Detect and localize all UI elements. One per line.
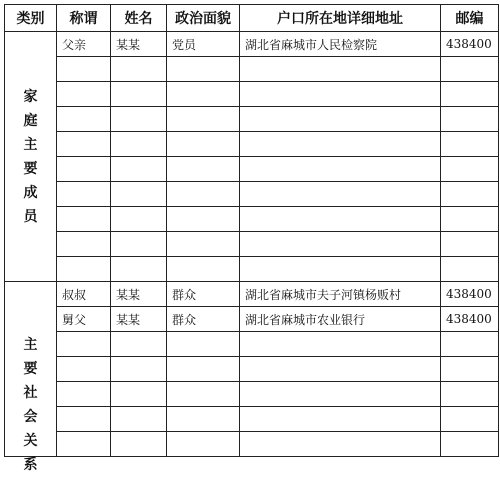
category-cell	[5, 282, 57, 473]
political-status-cell	[167, 132, 240, 157]
postcode-cell	[441, 82, 499, 107]
political-status-cell	[167, 357, 240, 382]
name-cell	[111, 107, 167, 132]
political-status-cell	[167, 332, 240, 357]
address-cell	[240, 432, 441, 457]
relation-cell	[57, 407, 111, 432]
postcode-cell	[441, 332, 499, 357]
table-row	[5, 257, 499, 282]
relation-cell	[57, 82, 111, 107]
relation-cell	[57, 332, 111, 357]
name-cell	[111, 157, 167, 182]
relation-cell: 舅父	[57, 307, 111, 332]
postcode-cell: 438400	[441, 282, 499, 307]
table-row	[5, 132, 499, 157]
relation-cell: 父亲	[57, 32, 111, 57]
address-cell: 湖北省麻城市人民检察院	[240, 32, 441, 57]
name-cell	[111, 332, 167, 357]
header-category: 类别	[5, 5, 57, 32]
postcode-cell	[441, 382, 499, 407]
table-row	[5, 107, 499, 132]
table-row	[5, 182, 499, 207]
name-cell	[111, 182, 167, 207]
table-row	[5, 157, 499, 182]
address-cell: 湖北省麻城市夫子河镇杨贩村	[240, 282, 441, 307]
relation-cell	[57, 207, 111, 232]
name-cell	[111, 232, 167, 257]
postcode-cell: 438400	[441, 307, 499, 332]
postcode-cell	[441, 132, 499, 157]
political-status-cell: 群众	[167, 282, 240, 307]
political-status-cell	[167, 432, 240, 457]
address-cell	[240, 107, 441, 132]
address-cell	[240, 382, 441, 407]
table-row	[5, 357, 499, 382]
table-row	[5, 207, 499, 232]
relation-cell	[57, 182, 111, 207]
category-cell	[5, 32, 57, 282]
name-cell: 某某	[111, 32, 167, 57]
postcode-cell	[441, 407, 499, 432]
address-cell	[240, 182, 441, 207]
postcode-cell	[441, 207, 499, 232]
category-label: 家庭主要成员	[23, 88, 38, 225]
relation-cell	[57, 432, 111, 457]
name-cell	[111, 132, 167, 157]
postcode-cell	[441, 182, 499, 207]
address-cell	[240, 207, 441, 232]
political-status-cell	[167, 232, 240, 257]
political-status-cell	[167, 257, 240, 282]
address-cell	[240, 232, 441, 257]
address-cell	[240, 257, 441, 282]
postcode-cell	[441, 432, 499, 457]
postcode-cell	[441, 357, 499, 382]
relation-cell	[57, 257, 111, 282]
table-row	[5, 32, 499, 57]
relation-cell	[57, 157, 111, 182]
address-cell	[240, 407, 441, 432]
header-political-status: 政治面貌	[167, 5, 240, 32]
table-row	[5, 282, 499, 307]
postcode-cell: 438400	[441, 32, 499, 57]
name-cell	[111, 82, 167, 107]
political-status-cell: 群众	[167, 307, 240, 332]
name-cell	[111, 207, 167, 232]
postcode-cell	[441, 157, 499, 182]
header-name: 姓名	[111, 5, 167, 32]
address-cell: 湖北省麻城市农业银行	[240, 307, 441, 332]
relation-cell	[57, 232, 111, 257]
name-cell	[111, 407, 167, 432]
relation-cell	[57, 57, 111, 82]
political-status-cell	[167, 207, 240, 232]
table-row	[5, 382, 499, 407]
name-cell: 某某	[111, 307, 167, 332]
header-row	[5, 5, 499, 32]
relation-cell	[57, 132, 111, 157]
name-cell	[111, 357, 167, 382]
table-row	[5, 57, 499, 82]
address-cell	[240, 57, 441, 82]
name-cell	[111, 432, 167, 457]
relation-cell	[57, 382, 111, 407]
postcode-cell	[441, 232, 499, 257]
relation-cell	[57, 107, 111, 132]
political-status-cell	[167, 157, 240, 182]
postcode-cell	[441, 107, 499, 132]
address-cell	[240, 132, 441, 157]
address-cell	[240, 157, 441, 182]
name-cell	[111, 257, 167, 282]
address-cell	[240, 357, 441, 382]
table-row	[5, 407, 499, 432]
table-row	[5, 82, 499, 107]
table-row	[5, 332, 499, 357]
name-cell	[111, 382, 167, 407]
political-status-cell	[167, 182, 240, 207]
header-postcode: 邮编	[441, 5, 499, 32]
political-status-cell	[167, 407, 240, 432]
family-relations-table	[4, 4, 499, 473]
relation-cell: 叔叔	[57, 282, 111, 307]
relation-cell	[57, 357, 111, 382]
name-cell: 某某	[111, 282, 167, 307]
political-status-cell	[167, 82, 240, 107]
political-status-cell	[167, 382, 240, 407]
political-status-cell	[167, 57, 240, 82]
table-row	[5, 307, 499, 332]
political-status-cell	[167, 107, 240, 132]
political-status-cell: 党员	[167, 32, 240, 57]
header-relation: 称谓	[57, 5, 111, 32]
table-row	[5, 432, 499, 457]
header-address: 户口所在地详细地址	[240, 5, 441, 32]
category-label: 主要社会关系	[23, 337, 38, 473]
postcode-cell	[441, 257, 499, 282]
address-cell	[240, 82, 441, 107]
address-cell	[240, 332, 441, 357]
postcode-cell	[441, 57, 499, 82]
table-row	[5, 232, 499, 257]
name-cell	[111, 57, 167, 82]
